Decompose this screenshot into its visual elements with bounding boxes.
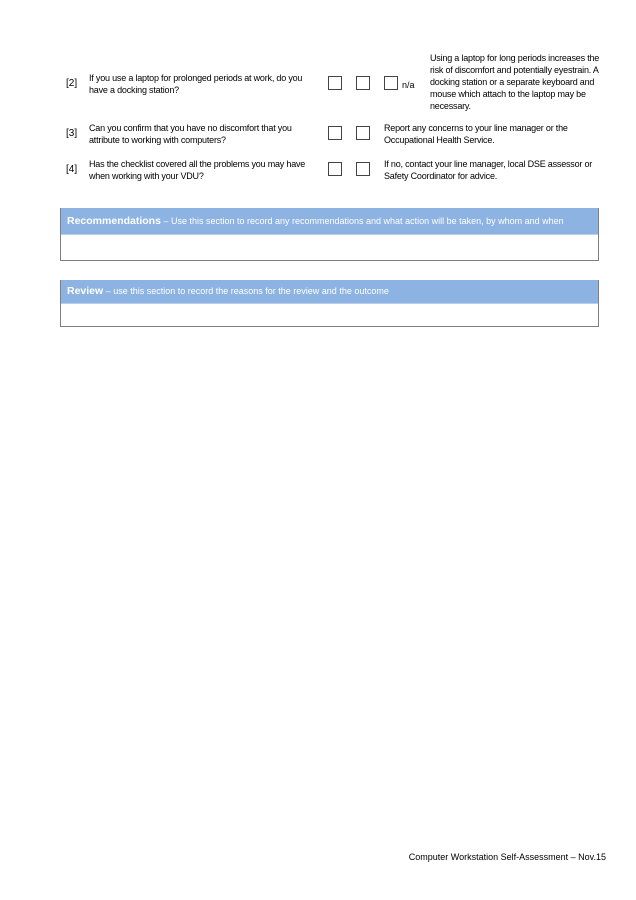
na-label: n/a: [402, 80, 415, 90]
checklist-row-2: [60, 52, 605, 116]
advice-text: If no, contact your line manager, local DSE assessor or Safety Coordinator for advice.: [384, 159, 593, 181]
checklist-row-3: [60, 122, 605, 150]
yes-checkbox[interactable]: [328, 126, 342, 140]
question-text: Has the checklist covered all the problems you may have when working with your VDU?: [89, 159, 306, 181]
advice-text: Using a laptop for long periods increases the risk of discomfort and potentially eyestrain. A docking station or a separate keyboard and mouse which attach to the laptop may be necessary.: [430, 53, 600, 111]
review-instruction: – use this section to record the reasons for the review and the outcome: [103, 286, 389, 296]
no-checkbox[interactable]: [356, 76, 370, 90]
question-number: [4]: [66, 164, 78, 175]
recommendations-panel: [60, 208, 599, 261]
question-number: [2]: [66, 78, 78, 89]
yes-checkbox[interactable]: [328, 162, 342, 176]
recommendations-instruction: – Use this section to record any recommendations and what action will be taken, by whom and when: [160, 216, 564, 226]
question-text: Can you confirm that you have no discomfort that you attribute to working with computers?: [89, 123, 292, 145]
review-title: Review: [67, 285, 104, 297]
review-header: [61, 280, 598, 304]
review-panel: [60, 280, 599, 327]
question-text: If you use a laptop for prolonged periods at work, do you have a docking station?: [89, 73, 303, 95]
advice-text: Report any concerns to your line manager or the Occupational Health Service.: [384, 123, 568, 145]
no-checkbox[interactable]: [356, 126, 370, 140]
no-checkbox[interactable]: [356, 162, 370, 176]
question-number: [3]: [66, 128, 78, 139]
page-footer: Computer Workstation Self-Assessment – Nov.15: [408, 852, 606, 862]
na-checkbox[interactable]: [384, 76, 398, 90]
recommendations-title: Recommendations: [67, 215, 161, 227]
recommendations-header: [61, 208, 598, 235]
recommendations-field[interactable]: [61, 235, 598, 260]
yes-checkbox[interactable]: [328, 76, 342, 90]
checklist-row-4: [60, 158, 605, 186]
review-field[interactable]: [61, 304, 598, 326]
